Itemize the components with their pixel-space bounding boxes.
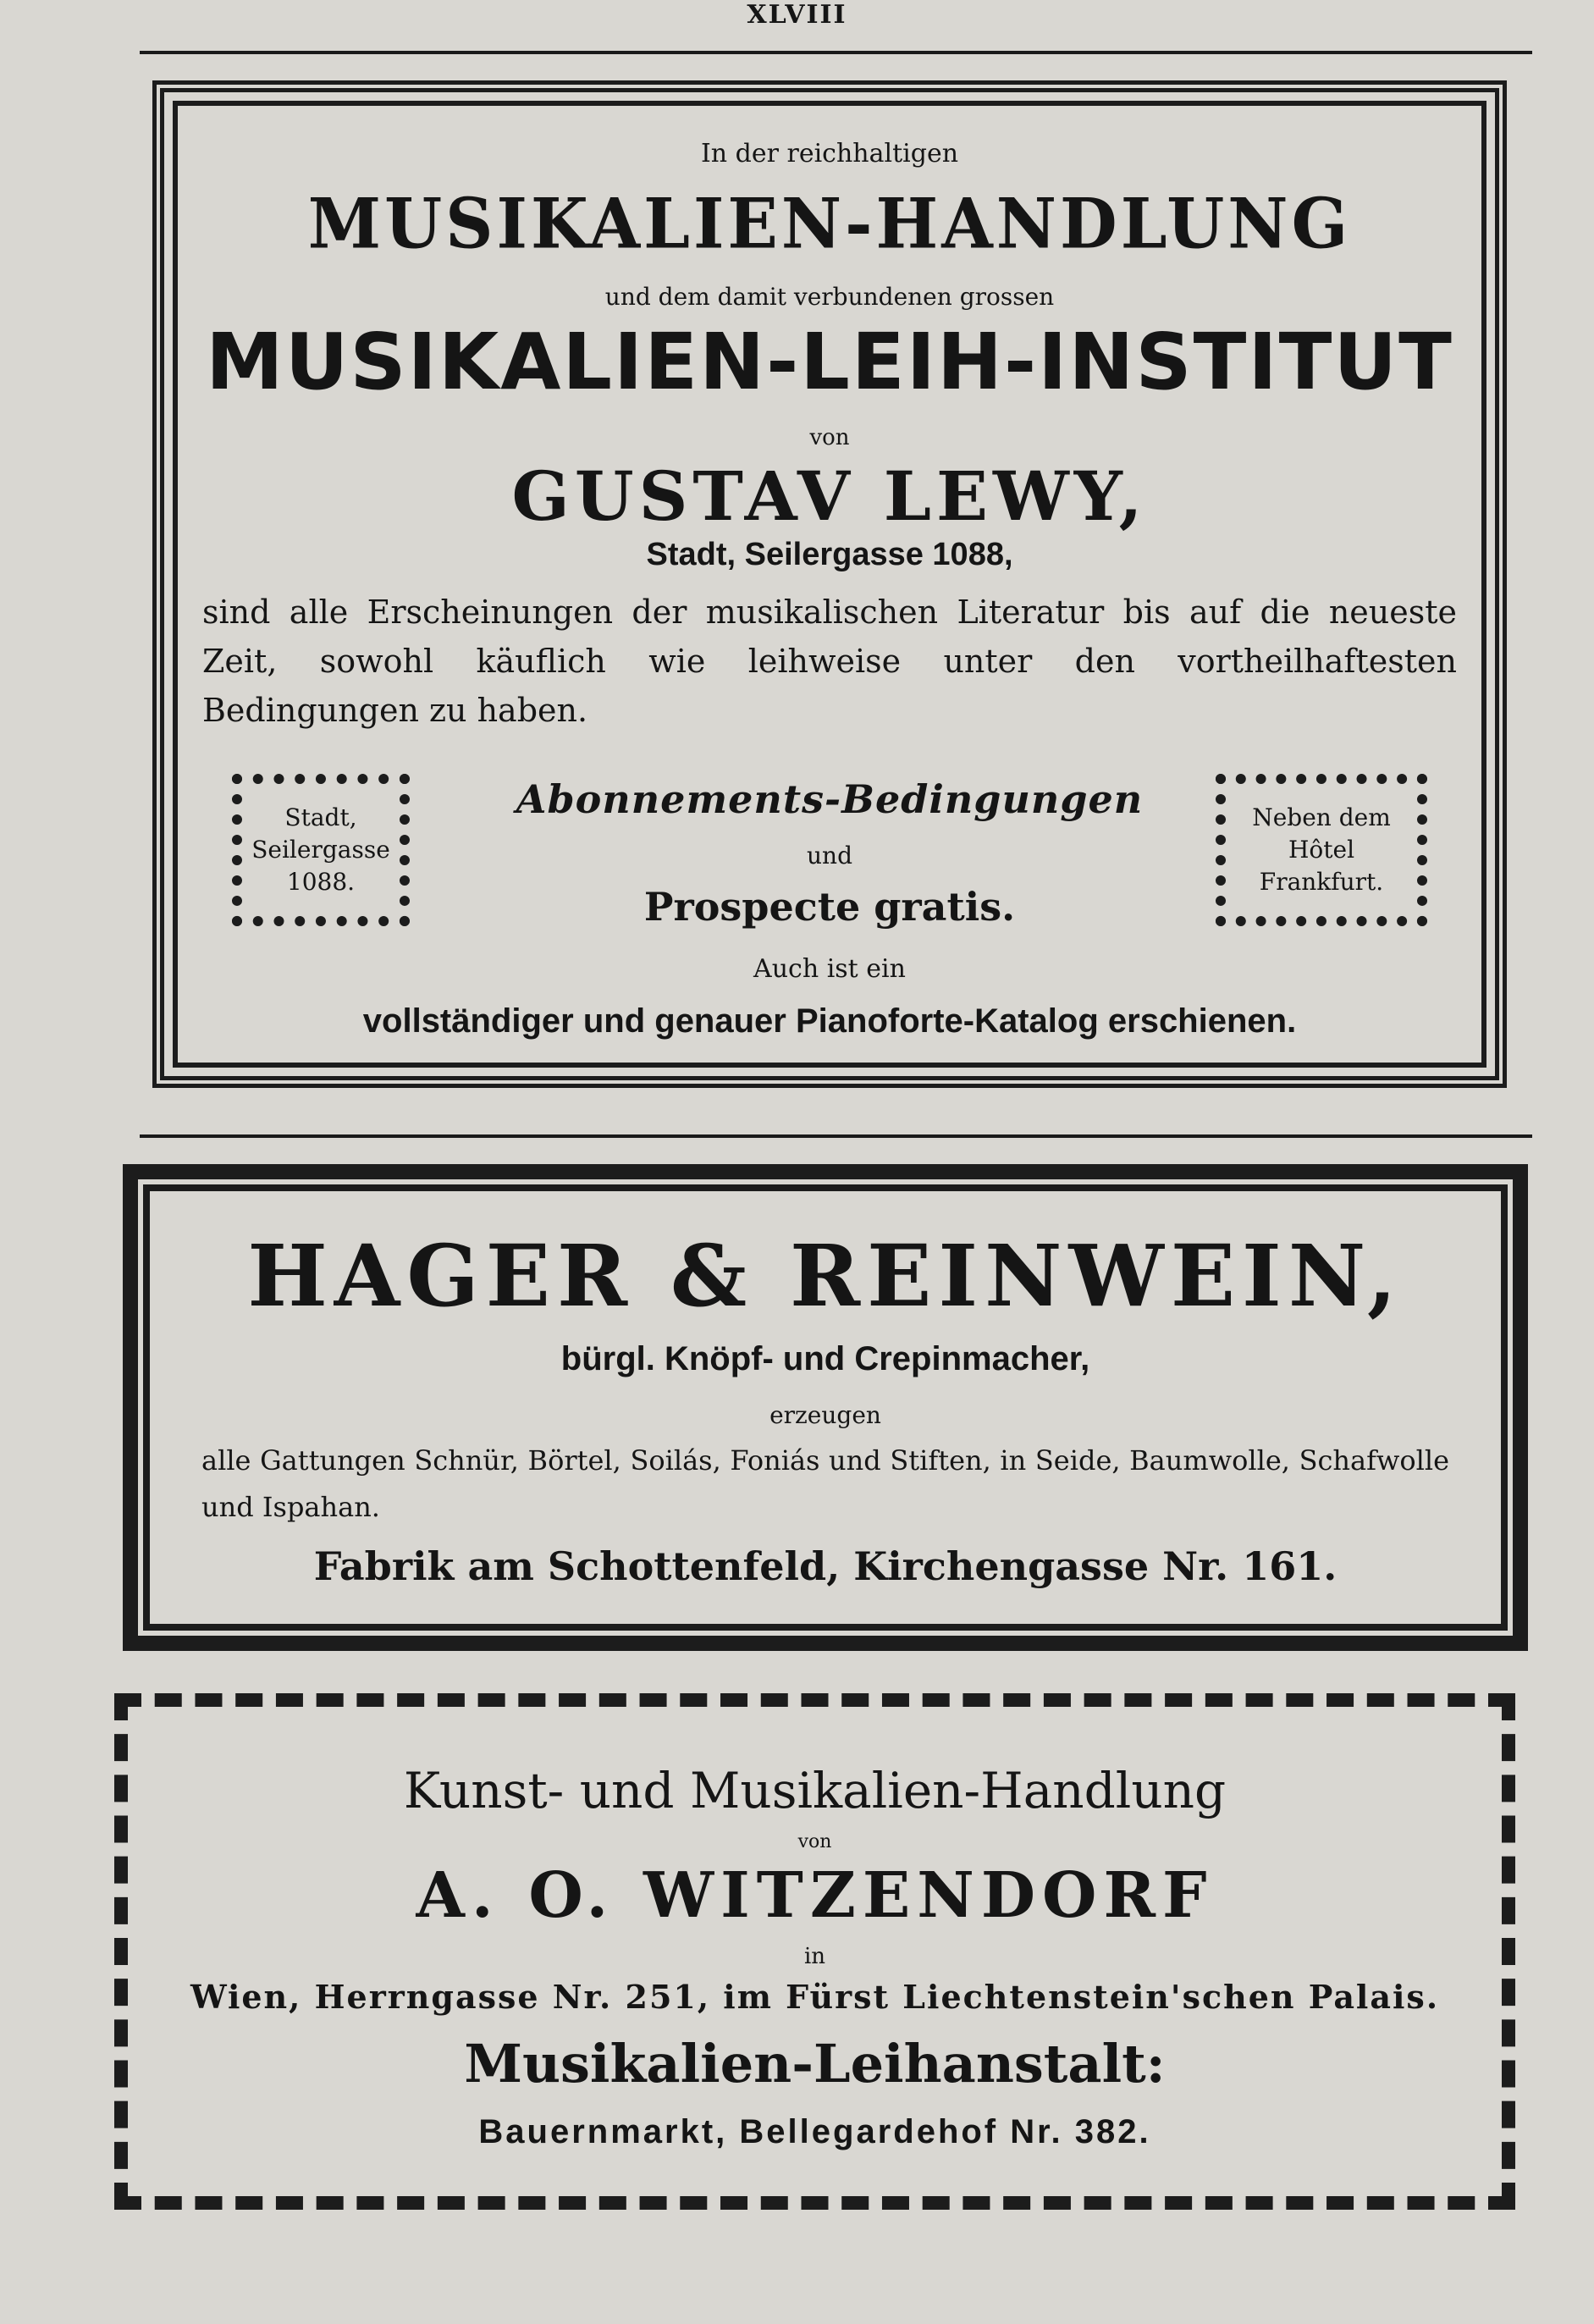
- ad1-address-box-right: Neben dem Hôtel Frankfurt.: [1216, 774, 1427, 926]
- ad2-headline: HAGER & REINWEIN,: [247, 1226, 1404, 1326]
- ad2-body-text: alle Gattungen Schnür, Börtel, Soilás, Foniás und Stiften, in Seide, Baumwolle, Schafwolle und Ispahan.: [201, 1444, 1449, 1523]
- ad3-bauernmarkt-address: Bauernmarkt, Bellegardehof Nr. 382.: [478, 2113, 1151, 2150]
- ad1-intro: In der reichhaltigen: [700, 139, 959, 168]
- ad1-von: von: [809, 425, 850, 450]
- ad3-in: in: [803, 1944, 826, 1969]
- advertisement-hager-reinwein: [123, 1164, 1528, 1651]
- ad2-fabrik-address: Fabrik am Schottenfeld, Kirchengasse Nr. 161.: [313, 1543, 1338, 1589]
- separator-rule: [140, 1134, 1532, 1138]
- ad1-proprietor-name: GUSTAV LEWY,: [511, 456, 1148, 536]
- ad1-body-text: sind alle Erscheinungen der musikalischen Literatur bis auf die neueste Zeit, sowohl käuflich wie leihweise unter den vortheilhaftesten Bedingungen zu haben.: [202, 593, 1457, 729]
- ad1-headline-leih-institut: MUSIKALIEN-LEIH-INSTITUT: [206, 317, 1453, 407]
- ad1-headline-handlung: MUSIKALIEN-HANDLUNG: [307, 183, 1352, 265]
- ad1-abonnements: Abonnements-Bedingungen: [516, 776, 1144, 822]
- ad2-erzeugen: erzeugen: [769, 1401, 881, 1429]
- ad3-von: von: [797, 1831, 832, 1852]
- ad3-leihanstalt: Musikalien-Leihanstalt:: [464, 2033, 1166, 2095]
- ad1-address-box-left: Stadt, Seilergasse 1088.: [232, 774, 410, 926]
- ad1-connector: und dem damit verbundenen grossen: [604, 283, 1055, 311]
- ad2-subtitle: bürgl. Knöpf- und Crepinmacher,: [560, 1340, 1090, 1377]
- ad1-katalog: vollständiger und genauer Pianoforte-Katalog erschienen.: [362, 1002, 1297, 1040]
- top-rule: [140, 51, 1532, 54]
- advertisement-witzendorf: [114, 1693, 1515, 2210]
- ad1-auch: Auch ist ein: [753, 954, 906, 984]
- ad3-address: Wien, Herrngasse Nr. 251, im Fürst Liechtenstein'schen Palais.: [190, 1978, 1440, 2016]
- ad3-proprietor-name: A. O. WITZENDORF: [416, 1859, 1214, 1932]
- ad3-headline: Kunst- und Musikalien-Handlung: [403, 1762, 1227, 1819]
- ad1-und: und: [807, 842, 852, 869]
- page-number: XLVIII: [747, 0, 847, 30]
- ad1-prospecte: Prospecte gratis.: [643, 884, 1016, 930]
- advertisement-gustav-lewy: [152, 80, 1507, 1088]
- ad1-address: Stadt, Seilergasse 1088,: [646, 537, 1013, 572]
